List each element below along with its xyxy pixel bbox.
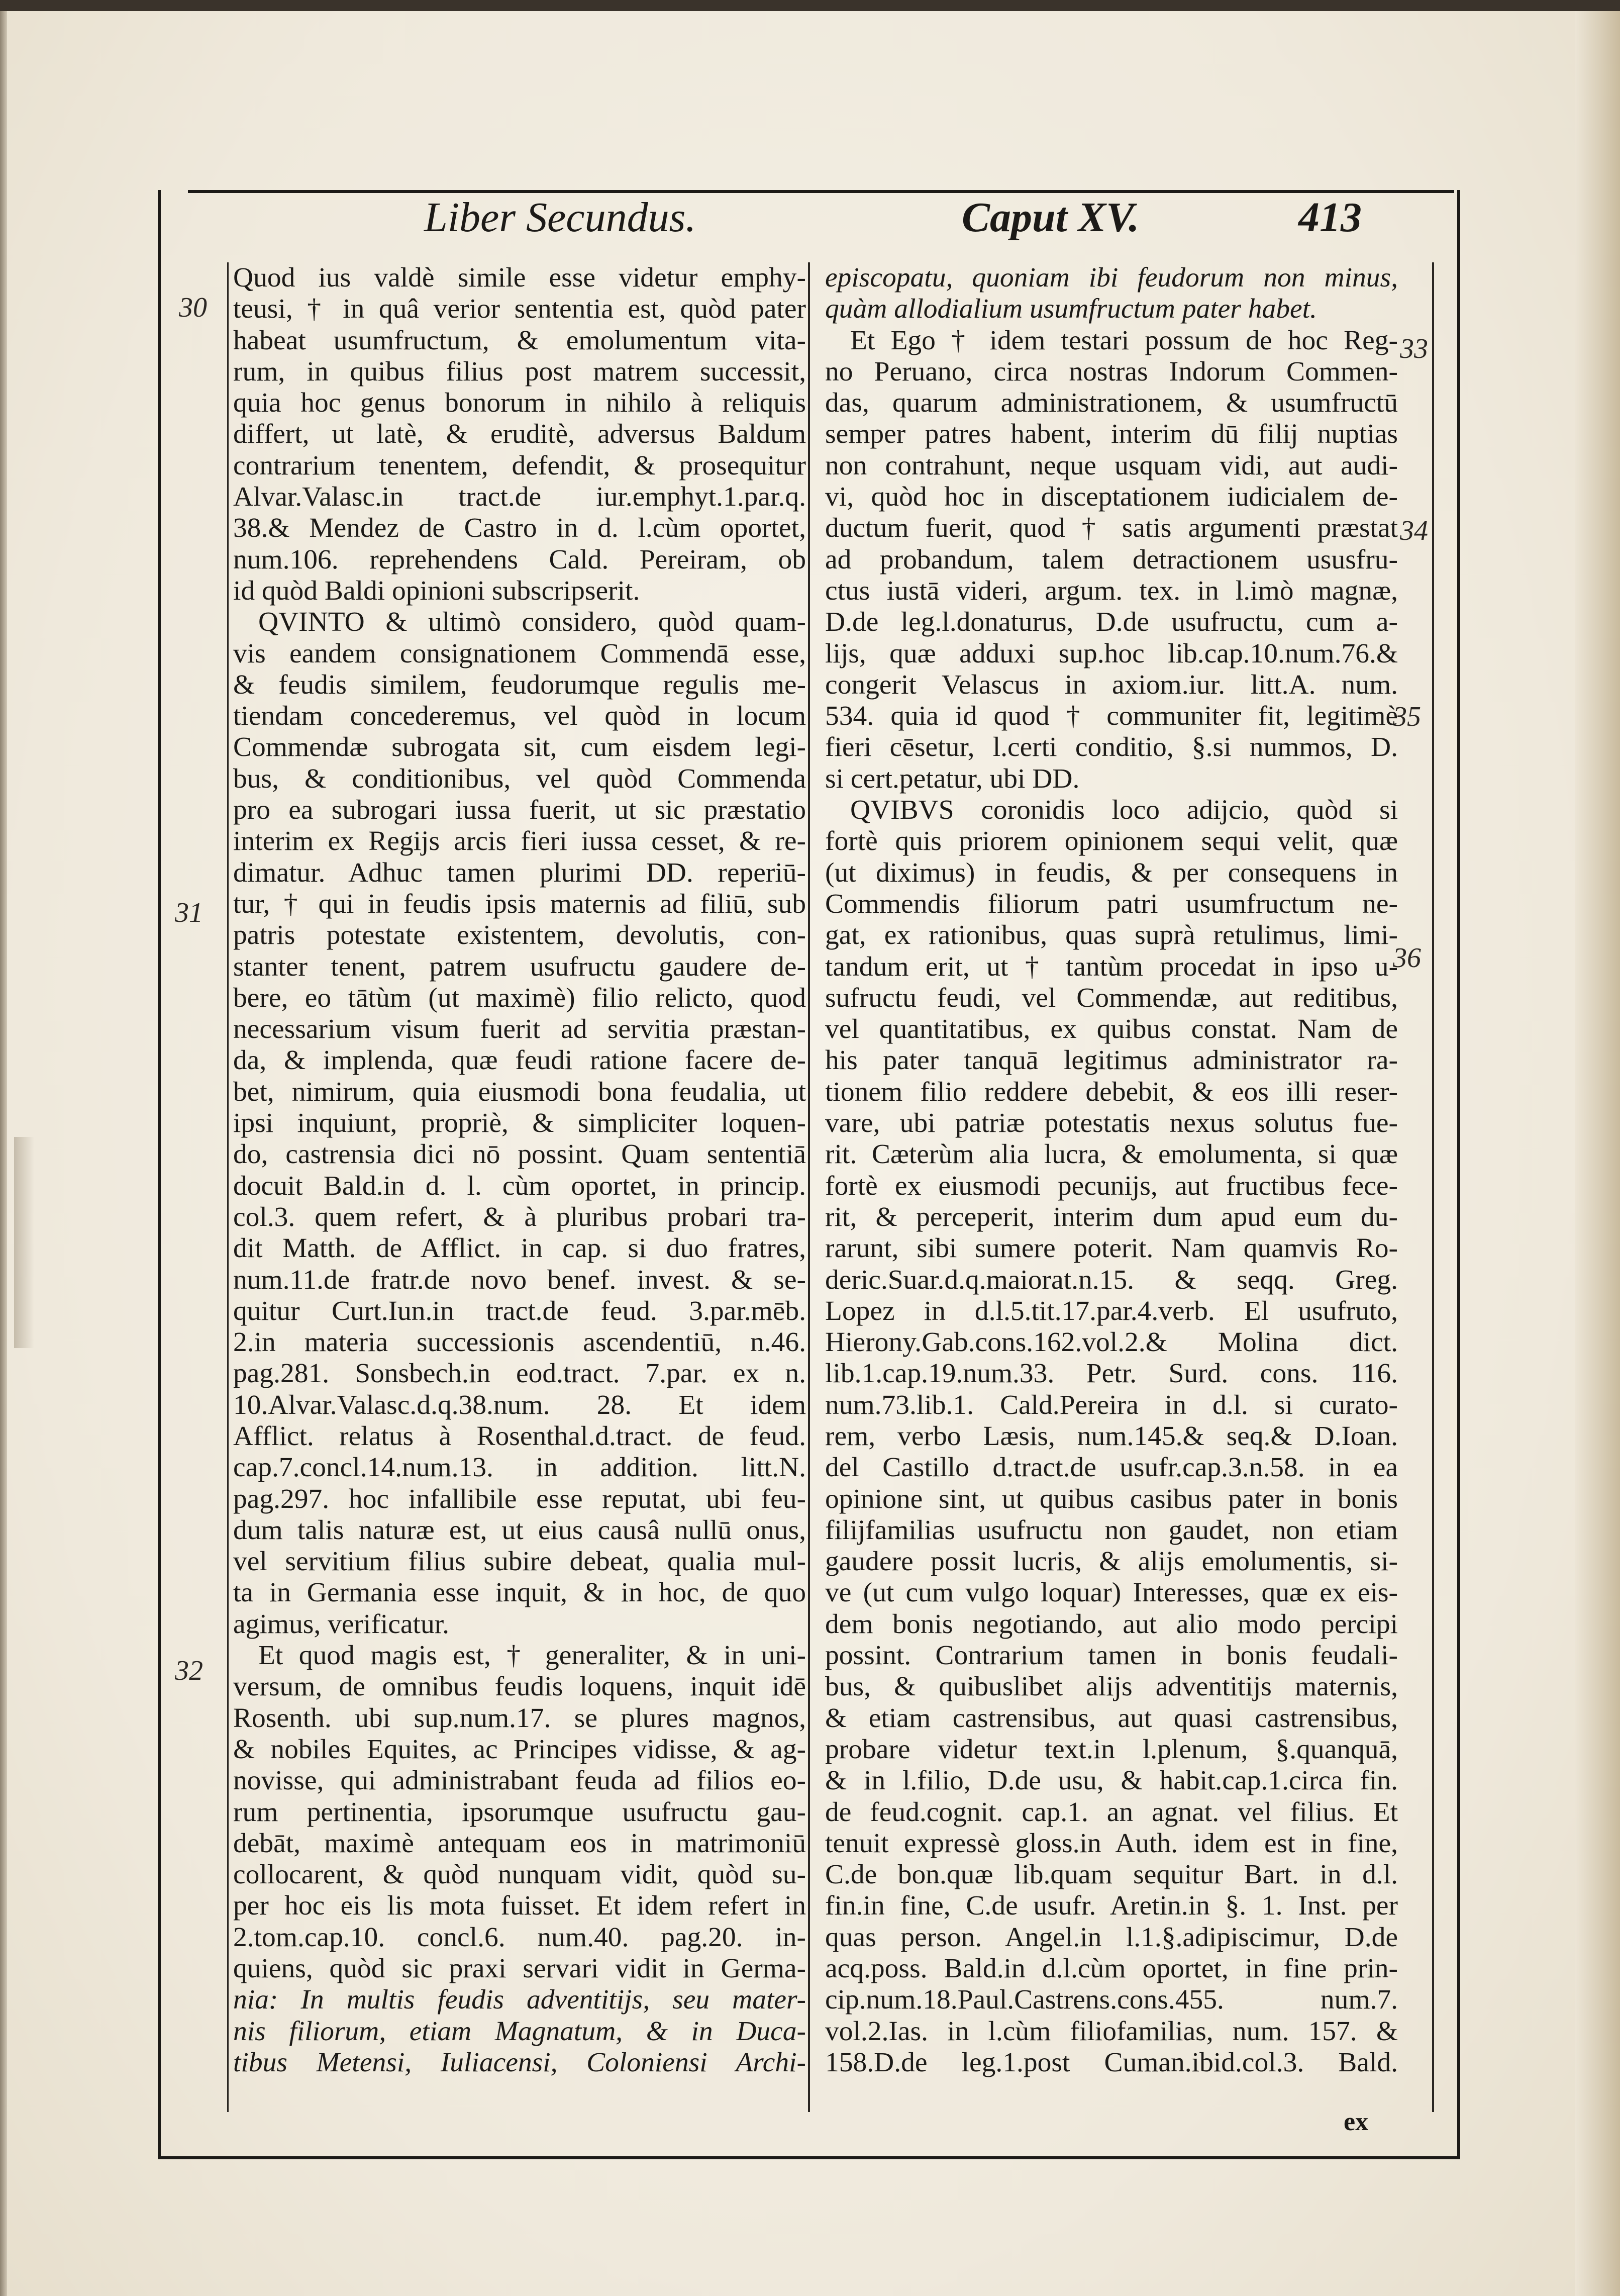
text-line: non contrahunt, neque usquam vidi, aut audi-	[825, 450, 1398, 481]
text-line: gaudere possit lucris, & alijs emolumentis, si-	[825, 1546, 1398, 1577]
text-line: do, castrensia dici nō possint. Quam sententiā	[233, 1139, 806, 1170]
text-line: rum pertinentia, ipsorumque usufructu gau-	[233, 1796, 806, 1828]
text-line: deric.Suar.d.q.maiorat.n.15. & seqq. Greg.	[825, 1264, 1398, 1295]
text-line: dem bonis negotiando, aut alio modo percipi	[825, 1608, 1398, 1640]
text-line: differt, ut latè, & eruditè, adversus Baldum	[233, 419, 806, 450]
text-line: cap.7.concl.14.num.13. in addition. litt.N.	[233, 1452, 806, 1483]
text-line: probare videtur text.in l.plenum, §.quanquā,	[825, 1734, 1398, 1765]
text-line: ta in Germania esse inquit, & in hoc, de quo	[233, 1577, 806, 1608]
text-line: QVIBVS coronidis loco adijcio, quòd si	[850, 795, 1398, 826]
text-line: pag.281. Sonsbech.in eod.tract. 7.par. ex n.	[233, 1358, 806, 1389]
margin-number-36: 36	[1393, 942, 1421, 974]
text-line: vel servitium filius subire debeat, qualia mul-	[233, 1546, 806, 1577]
text-line: semper patres habent, interim dū filij nuptias	[825, 419, 1398, 450]
text-line: congerit Velascus in axiom.iur. litt.A. num.	[825, 669, 1398, 700]
text-line: Afflict. relatus à Rosenthal.d.tract. de feud.	[233, 1420, 806, 1452]
text-line: per hoc eis lis mota fuisset. Et idem refert in	[233, 1890, 806, 1922]
text-line: tionem filio reddere debebit, & eos illi reser-	[825, 1076, 1398, 1107]
text-line: id quòd Baldi opinioni subscripserit.	[233, 575, 640, 606]
left-column-rule	[227, 262, 229, 2112]
text-line: das, quarum administrationem, & usumfructū	[825, 388, 1398, 419]
text-line: & feudis similem, feudorumque regulis me-	[233, 669, 806, 700]
text-line: 158.D.de leg.1.post Cuman.ibid.col.3. Bald.	[825, 2047, 1398, 2078]
text-line: tibus Metensi, Iuliacensi, Coloniensi Archi-	[233, 2047, 806, 2078]
book-page	[7, 11, 1575, 2296]
text-line: docuit Bald.in d. l. cùm oportet, in princip.	[233, 1170, 806, 1201]
text-line: filijfamilias usufructu non gaudet, non etiam	[825, 1514, 1398, 1546]
middle-column-rule	[808, 262, 810, 2112]
text-line: quiens, quòd sic praxi servari vidit in Germa-	[233, 1953, 806, 1984]
text-line: sufructu feudi, vel Commendæ, aut reditibus,	[825, 982, 1398, 1013]
text-line: tur, † qui in feudis ipsis maternis ad filiū, sub	[233, 888, 806, 919]
text-line: rem, verbo Læsis, num.145.& seq.& D.Ioan.	[825, 1420, 1398, 1452]
text-line: bus, & quibuslibet alijs adventitijs maternis,	[825, 1671, 1398, 1702]
text-line: rarunt, sibi sumere poterit. Nam quamvis Ro-	[825, 1233, 1398, 1264]
text-line: Et Ego † idem testari possum de hoc Reg-	[850, 325, 1398, 356]
text-line: fortè ex eiusmodi pecunijs, aut fructibus fece-	[825, 1170, 1398, 1201]
text-line: num.73.lib.1. Cald.Pereira in d.l. si curato-	[825, 1389, 1398, 1420]
text-line: quitur Curt.Iun.in tract.de feud. 3.par.mēb.	[233, 1295, 806, 1326]
text-line: ductum fuerit, quod † satis argumenti præstat	[825, 513, 1398, 544]
text-line: Et quod magis est, † generaliter, & in uni-	[258, 1640, 806, 1671]
text-line: 38.& Mendez de Castro in d. l.cùm oportet,	[233, 513, 806, 544]
text-line: 534. quia id quod † communiter fit, legitimè	[825, 701, 1398, 732]
text-line: debāt, maximè antequam eos in matrimoniū	[233, 1828, 806, 1859]
text-line: interim ex Regijs arcis fieri iussa cesset, & re-	[233, 826, 806, 857]
text-line: Rosenth. ubi sup.num.17. se plures magnos,	[233, 1702, 806, 1734]
text-line: Alvar.Valasc.in tract.de iur.emphyt.1.par.q.	[233, 482, 806, 513]
text-line: bus, & conditionibus, vel quòd Commenda	[233, 763, 806, 794]
margin-number-34: 34	[1400, 515, 1428, 546]
text-line: Lopez in d.l.5.tit.17.par.4.verb. El usufruto,	[825, 1295, 1398, 1326]
text-line: quàm allodialium usumfructum pater habet.	[825, 294, 1317, 325]
text-line: 2.in materia successionis ascendentiū, n.46.	[233, 1327, 806, 1358]
text-line: vis eandem consignationem Commendā esse,	[233, 638, 806, 669]
text-line: D.de leg.l.donaturus, D.de usufructu, cum a-	[825, 607, 1398, 638]
text-line: tenuit expressè gloss.in Auth. idem est in fine,	[825, 1828, 1398, 1859]
text-line: da, & implenda, quæ feudi ratione facere de-	[233, 1045, 806, 1076]
text-line: opinione sint, ut quibus casibus pater in bonis	[825, 1483, 1398, 1514]
page-number: 413	[1298, 194, 1362, 241]
text-line: Hierony.Gab.cons.162.vol.2.& Molina dict.	[825, 1327, 1398, 1358]
text-line: & in l.filio, D.de usu, & habit.cap.1.circa fin.	[825, 1765, 1398, 1796]
text-line: bet, nimirum, quia eiusmodi bona feudalia, ut	[233, 1076, 806, 1107]
text-line: col.3. quem refert, & à pluribus probari tra-	[233, 1201, 806, 1232]
text-line: teusi, † in quâ verior sententia est, quòd pater	[233, 294, 806, 325]
text-line: episcopatu, quoniam ibi feudorum non minus,	[825, 262, 1398, 293]
text-line: & nobiles Equites, ac Principes vidisse, & ag-	[233, 1734, 806, 1765]
scan-top-edge	[0, 0, 1620, 11]
text-line: rit. Cæterùm alia lucra, & emolumenta, si quæ	[825, 1139, 1398, 1170]
text-line: vol.2.Ias. in l.cùm filiofamilias, num. 157. &	[825, 2016, 1398, 2047]
text-line: Commendis filiorum patri usumfructum ne-	[825, 888, 1398, 919]
text-line: novisse, qui administrabant feuda ad filios eo-	[233, 1765, 806, 1796]
text-line: pag.297. hoc infallibile esse reputat, ubi feu-	[233, 1483, 806, 1514]
text-line: nis filiorum, etiam Magnatum, & in Duca-	[233, 2016, 806, 2047]
text-line: necessarium visum fuerit ad servitia præstan-	[233, 1014, 806, 1045]
text-line: vel quantitatibus, ex quibus constat. Nam de	[825, 1014, 1398, 1045]
text-line: stanter tenent, patrem usufructu gaudere de-	[233, 951, 806, 982]
text-line: 2.tom.cap.10. concl.6. num.40. pag.20. in-	[233, 1922, 806, 1953]
text-line: acq.poss. Bald.in d.l.cùm oportet, in fine prin-	[825, 1953, 1398, 1984]
text-line: contrarium tenentem, defendit, & prosequitur	[233, 450, 806, 481]
text-line: lijs, quæ adduxi sup.hoc lib.cap.10.num.76.&	[825, 638, 1398, 669]
text-line: num.11.de fratr.de novo benef. invest. & se-	[233, 1264, 806, 1295]
text-line: dit Matth. de Afflict. in cap. si duo fratres,	[233, 1233, 806, 1264]
text-line: dimatur. Adhuc tamen plurimi DD. reperiū-	[233, 857, 806, 888]
text-line: agimus, verificatur.	[233, 1608, 449, 1640]
text-line: fortè quis priorem opinionem sequi velit, quæ	[825, 826, 1398, 857]
left-text-column	[233, 262, 806, 2078]
text-line: fieri cēsetur, l.certi conditio, §.si nummos, D.	[825, 732, 1398, 763]
text-line: Commendæ subrogata sit, cum eisdem legi-	[233, 732, 806, 763]
text-line: possint. Contrarium tamen in bonis feudali-	[825, 1640, 1398, 1671]
text-line: rit, & perceperit, interim dum apud eum du-	[825, 1201, 1398, 1232]
text-line: rum, in quibus filius post matrem successit,	[233, 356, 806, 387]
text-line: habeat usumfructum, & emolumentum vita-	[233, 325, 806, 356]
margin-number-31: 31	[175, 897, 203, 928]
text-line: Quod ius valdè simile esse videtur emphy-	[233, 262, 806, 293]
text-line: quia hoc genus bonorum in nihilo à reliquis	[233, 388, 806, 419]
text-line: ctus iustā videri, argum. tex. in l.imò magnæ,	[825, 575, 1398, 606]
text-line: C.de bon.quæ lib.quam sequitur Bart. in d.l.	[825, 1859, 1398, 1890]
text-line: gat, ex rationibus, quas suprà retulimus, limi-	[825, 920, 1398, 951]
text-line: pro ea subrogari iussa fuerit, ut sic præstatio	[233, 795, 806, 826]
text-line: his pater tanquā legitimus administrator ra-	[825, 1045, 1398, 1076]
text-line: nia: In multis feudis adventitijs, seu mater-	[233, 1984, 806, 2016]
text-line: ipsi inquiunt, propriè, & simpliciter loquen-	[233, 1108, 806, 1139]
text-line: & etiam castrensibus, aut quasi castrensibus,	[825, 1702, 1398, 1734]
scan-page-edge	[1575, 11, 1620, 2296]
margin-number-35: 35	[1393, 701, 1421, 732]
right-text-column	[825, 262, 1398, 2078]
text-line: lib.1.cap.19.num.33. Petr. Surd. cons. 116.	[825, 1358, 1398, 1389]
text-line: vi, quòd hoc in disceptationem iudicialem de-	[825, 482, 1398, 513]
text-line: vare, ubi patriæ potestatis nexus solutus fue-	[825, 1108, 1398, 1139]
text-line: fin.in fine, C.de usufr. Aretin.in §. 1. Inst. per	[825, 1890, 1398, 1922]
margin-number-32: 32	[175, 1655, 203, 1686]
right-column-rule	[1432, 262, 1434, 2112]
text-line: (ut diximus) in feudis, & per consequens in	[825, 857, 1398, 888]
text-line: si cert.petatur, ubi DD.	[825, 763, 1080, 794]
text-line: tiendam concederemus, vel quòd in locum	[233, 701, 806, 732]
running-title: Liber Secundus.	[424, 194, 696, 241]
text-line: de feud.cognit. cap.1. an agnat. vel filius. Et	[825, 1796, 1398, 1828]
text-line: ad probandum, talem detractionem ususfru-	[825, 544, 1398, 575]
running-header	[188, 193, 1454, 258]
chapter-title: Caput XV.	[962, 194, 1140, 241]
page-crease	[14, 1137, 34, 1348]
catchword: ex	[1344, 2108, 1369, 2136]
text-line: bere, eo tātùm (ut maximè) filio relicto, quod	[233, 982, 806, 1013]
text-line: collocarent, & quòd nunquam vidit, quòd su-	[233, 1859, 806, 1890]
text-line: ve (ut cum vulgo loquar) Interesses, quæ ex eis-	[825, 1577, 1398, 1608]
text-line: patris potestate existentem, devolutis, con-	[233, 920, 806, 951]
text-line: quas person. Angel.in l.1.§.adipiscimur, D.de	[825, 1922, 1398, 1953]
text-line: dum talis naturæ est, ut eius causâ nullū onus,	[233, 1514, 806, 1546]
text-line: versum, de omnibus feudis loquens, inquit idē	[233, 1671, 806, 1702]
scan-binding-edge	[0, 11, 7, 2296]
text-line: cip.num.18.Paul.Castrens.cons.455. num.7.	[825, 1984, 1398, 2016]
text-line: QVINTO & ultimò considero, quòd quam-	[258, 607, 806, 638]
text-line: del Castillo d.tract.de usufr.cap.3.n.58. in ea	[825, 1452, 1398, 1483]
text-line: num.106. reprehendens Cald. Pereiram, ob	[233, 544, 806, 575]
text-line: no Peruano, circa nostras Indorum Commen-	[825, 356, 1398, 387]
margin-number-30: 30	[179, 292, 207, 323]
text-line: 10.Alvar.Valasc.d.q.38.num. 28. Et idem	[233, 1389, 806, 1420]
margin-number-33: 33	[1400, 333, 1428, 364]
text-line: tandum erit, ut † tantùm procedat in ipso u-	[825, 951, 1398, 982]
